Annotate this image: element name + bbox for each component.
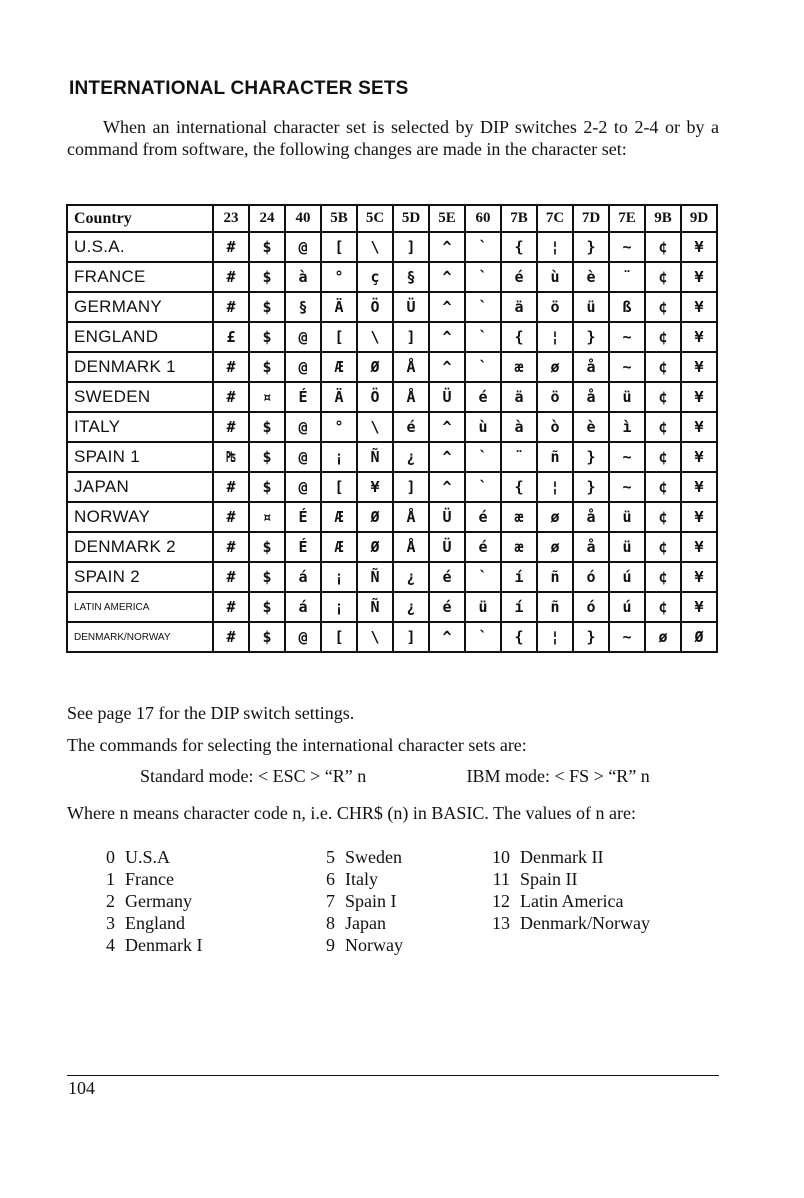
character-cell: Ü [429,382,465,412]
column-header-code: 7B [501,205,537,232]
value-code: 8 [326,913,335,933]
column-header-code: 5E [429,205,465,232]
value-code: 7 [326,891,335,911]
character-cell: ø [537,352,573,382]
character-cell: á [285,592,321,622]
character-cell: # [213,562,249,592]
character-cell: ] [393,322,429,352]
value-code: 3 [106,913,115,933]
value-code: 5 [326,847,335,867]
character-cell: ü [609,502,645,532]
character-cell: $ [249,472,285,502]
values-column-2 [319,846,403,956]
character-cell: ¥ [681,562,717,592]
character-cell: æ [501,352,537,382]
value-code: 4 [106,935,115,955]
character-cell: ¢ [645,412,681,442]
character-cell: ¢ [645,382,681,412]
character-cell: $ [249,322,285,352]
character-cell: { [501,622,537,652]
value-item [103,846,202,868]
character-cell: å [573,532,609,562]
character-cell: ^ [429,352,465,382]
value-country: Sweden [345,847,402,867]
character-cell: ¥ [357,472,393,502]
column-header-code: 5C [357,205,393,232]
values-column-1 [103,846,202,956]
character-cell: æ [501,532,537,562]
character-cell: ü [609,532,645,562]
value-item [319,912,403,934]
value-item [319,890,403,912]
character-cell: æ [501,502,537,532]
character-cell: # [213,502,249,532]
character-cell: é [429,592,465,622]
value-country: Norway [345,935,403,955]
country-name: DENMARK/NORWAY [67,622,213,652]
country-name: LATIN AMERICA [67,592,213,622]
character-cell: $ [249,562,285,592]
column-header-code: 23 [213,205,249,232]
character-cell: $ [249,622,285,652]
character-cell: ¥ [681,442,717,472]
value-code: 1 [106,869,115,889]
character-cell: ¥ [681,472,717,502]
character-cell: ¨ [609,262,645,292]
character-cell: ` [465,442,501,472]
character-cell: ú [609,562,645,592]
character-cell: ¦ [537,472,573,502]
character-cell: ù [465,412,501,442]
character-cell: \ [357,412,393,442]
character-cell: ¥ [681,232,717,262]
character-cell: ¡ [321,562,357,592]
character-cell: Ö [357,292,393,322]
character-cell: ¦ [537,622,573,652]
page-number: 104 [68,1078,95,1098]
character-cell: é [465,532,501,562]
character-cell: ¢ [645,592,681,622]
character-cell: ~ [609,322,645,352]
character-cell: § [393,262,429,292]
value-country: Denmark/Norway [520,913,650,933]
character-cell: ¢ [645,532,681,562]
character-cell: ü [609,382,645,412]
value-country: France [125,869,174,889]
value-code: 0 [106,847,115,867]
character-cell: ú [609,592,645,622]
character-cell: ¦ [537,232,573,262]
character-cell: Æ [321,502,357,532]
character-cell: Ñ [357,592,393,622]
character-cell: Ü [393,292,429,322]
character-cell: ^ [429,472,465,502]
character-cell: ¢ [645,322,681,352]
character-cell: ö [537,292,573,322]
character-cell: ò [537,412,573,442]
character-cell: é [465,502,501,532]
character-cell: å [573,352,609,382]
character-cell: { [501,232,537,262]
character-cell: å [573,502,609,532]
character-cell: $ [249,352,285,382]
character-cell: ñ [537,592,573,622]
character-cell: ø [645,622,681,652]
table-row [67,592,717,622]
character-cell: ó [573,562,609,592]
character-cell: é [429,562,465,592]
character-set-table [66,204,718,653]
character-cell: é [501,262,537,292]
character-cell: ¨ [501,442,537,472]
value-country: Italy [345,869,378,889]
value-item [319,846,403,868]
values-column-3 [486,846,650,934]
character-cell: [ [321,232,357,262]
character-cell: è [573,412,609,442]
command-modes [140,766,650,787]
character-cell: \ [357,232,393,262]
character-cell: ñ [537,442,573,472]
character-cell: Å [393,502,429,532]
character-cell: { [501,322,537,352]
character-cell: $ [249,292,285,322]
value-item [103,890,202,912]
character-cell: ü [465,592,501,622]
character-cell: ¢ [645,262,681,292]
character-cell: ¢ [645,562,681,592]
character-cell: Ø [681,622,717,652]
column-header-code: 40 [285,205,321,232]
character-cell: } [573,442,609,472]
character-cell: $ [249,262,285,292]
character-cell: \ [357,622,393,652]
character-cell: } [573,232,609,262]
character-cell: # [213,472,249,502]
character-cell: ä [501,382,537,412]
value-code: 9 [326,935,335,955]
country-name: GERMANY [67,292,213,322]
character-cell: ¥ [681,262,717,292]
character-cell: ` [465,292,501,322]
character-cell: ì [609,412,645,442]
character-cell: Ü [429,502,465,532]
character-cell: Ø [357,502,393,532]
character-cell: # [213,592,249,622]
table-row [67,442,717,472]
character-cell: ø [537,502,573,532]
character-cell: # [213,262,249,292]
character-cell: Ø [357,352,393,382]
value-code: 10 [492,847,510,867]
value-item [486,912,650,934]
character-cell: [ [321,472,357,502]
table-row [67,232,717,262]
table-row [67,562,717,592]
character-cell: ° [321,262,357,292]
country-name: SWEDEN [67,382,213,412]
ibm-mode-command: IBM mode: < FS > “R” n [466,766,650,786]
value-code: 2 [106,891,115,911]
country-name: U.S.A. [67,232,213,262]
character-cell: # [213,292,249,322]
character-cell: ¦ [537,322,573,352]
character-cell: § [285,292,321,322]
character-cell: # [213,532,249,562]
character-cell: ¿ [393,592,429,622]
table-row [67,352,717,382]
character-cell: # [213,382,249,412]
character-cell: ç [357,262,393,292]
character-cell: É [285,382,321,412]
character-cell: $ [249,442,285,472]
column-header-code: 5D [393,205,429,232]
character-cell: ` [465,322,501,352]
character-cell: ¥ [681,322,717,352]
character-cell: ~ [609,472,645,502]
value-item [103,912,202,934]
table-body [67,232,717,652]
character-cell: Ø [357,532,393,562]
country-name: ENGLAND [67,322,213,352]
value-country: Denmark II [520,847,604,867]
character-cell: Ñ [357,442,393,472]
column-header-code: 9B [645,205,681,232]
character-cell: ñ [537,562,573,592]
character-cell: } [573,472,609,502]
value-item [103,934,202,956]
character-cell: $ [249,232,285,262]
character-cell: ` [465,622,501,652]
value-code: 6 [326,869,335,889]
table-row [67,262,717,292]
column-header-code: 7D [573,205,609,232]
column-header-code: 24 [249,205,285,232]
intro-paragraph: When an international character set is selected by DIP switches 2-2 to 2-4 or by a command from software, the following changes are made in the character set: [67,117,719,159]
value-country: Germany [125,891,192,911]
character-cell: ¥ [681,292,717,322]
character-cell: ₧ [213,442,249,472]
character-cell: ¢ [645,502,681,532]
country-name: DENMARK 1 [67,352,213,382]
character-cell: ö [537,382,573,412]
value-country: England [125,913,185,933]
character-cell: @ [285,622,321,652]
character-cell: # [213,412,249,442]
country-name: SPAIN 1 [67,442,213,472]
standard-mode-command: Standard mode: < ESC > “R” n [140,766,367,786]
column-header-code: 9D [681,205,717,232]
character-cell: Ä [321,382,357,412]
character-cell: # [213,352,249,382]
character-cell: Ö [357,382,393,412]
value-country: Spain II [520,869,578,889]
character-cell: ¡ [321,442,357,472]
character-cell: Ä [321,292,357,322]
where-paragraph: Where n means character code n, i.e. CHR$ (n) in BASIC. The values of n are: [67,803,636,823]
character-cell: é [393,412,429,442]
table-row [67,292,717,322]
value-item [319,934,403,956]
character-cell: ¢ [645,232,681,262]
character-cell: à [285,262,321,292]
value-item [486,890,650,912]
character-cell: ^ [429,232,465,262]
table-row [67,412,717,442]
column-header-code: 60 [465,205,501,232]
character-cell: $ [249,592,285,622]
value-country: Latin America [520,891,624,911]
character-cell: ¥ [681,502,717,532]
character-cell: ` [465,472,501,502]
column-header-code: 5B [321,205,357,232]
table-row [67,532,717,562]
character-cell: [ [321,622,357,652]
character-cell: ` [465,562,501,592]
character-cell: { [501,472,537,502]
character-cell: ø [537,532,573,562]
character-cell: Ü [429,532,465,562]
value-item [486,846,650,868]
character-cell: ¿ [393,562,429,592]
character-cell: ¡ [321,592,357,622]
character-cell: ß [609,292,645,322]
character-cell: ^ [429,622,465,652]
value-country: Spain I [345,891,397,911]
character-cell: ¢ [645,292,681,322]
value-code: 11 [492,869,510,889]
character-cell: ~ [609,622,645,652]
character-cell: $ [249,532,285,562]
column-header-code: 7E [609,205,645,232]
table-header-row [67,205,717,232]
character-cell: é [465,382,501,412]
country-name: DENMARK 2 [67,532,213,562]
character-cell: ] [393,622,429,652]
character-cell: Æ [321,532,357,562]
value-item [103,868,202,890]
character-cell: $ [249,412,285,442]
character-cell: ¥ [681,352,717,382]
country-name: JAPAN [67,472,213,502]
character-cell: ~ [609,232,645,262]
character-cell: ~ [609,352,645,382]
value-country: U.S.A [125,847,171,867]
table-row [67,622,717,652]
character-cell: ] [393,232,429,262]
character-cell: } [573,322,609,352]
column-header-country: Country [67,205,213,232]
value-item [319,868,403,890]
footer-rule [67,1075,719,1076]
character-cell: [ [321,322,357,352]
character-cell: @ [285,232,321,262]
country-name: ITALY [67,412,213,442]
character-cell: ^ [429,442,465,472]
character-cell: ^ [429,262,465,292]
character-cell: É [285,502,321,532]
character-cell: ¤ [249,502,285,532]
table-row [67,472,717,502]
character-cell: ù [537,262,573,292]
character-cell: ~ [609,442,645,472]
character-cell: ^ [429,292,465,322]
character-cell: ¥ [681,382,717,412]
character-cell: ` [465,232,501,262]
character-cell: @ [285,412,321,442]
character-cell: Å [393,352,429,382]
value-code: 12 [492,891,510,911]
country-name: SPAIN 2 [67,562,213,592]
commands-intro: The commands for selecting the international character sets are: [67,735,527,755]
character-cell: Å [393,532,429,562]
value-country: Japan [345,913,386,933]
country-name: FRANCE [67,262,213,292]
table-row [67,502,717,532]
character-cell: ¢ [645,442,681,472]
character-cell: í [501,592,537,622]
character-cell: ¥ [681,592,717,622]
character-cell: ° [321,412,357,442]
character-cell: # [213,232,249,262]
character-cell: } [573,622,609,652]
character-cell: ¥ [681,412,717,442]
see-page-note: See page 17 for the DIP switch settings. [67,703,355,723]
character-cell: ¿ [393,442,429,472]
character-cell: ¤ [249,382,285,412]
character-cell: í [501,562,537,592]
character-cell: ` [465,352,501,382]
character-cell: Å [393,382,429,412]
character-cell: ` [465,262,501,292]
character-cell: Ñ [357,562,393,592]
column-header-code: 7C [537,205,573,232]
character-cell: ] [393,472,429,502]
character-cell: à [501,412,537,442]
table-row [67,322,717,352]
value-country: Denmark I [125,935,203,955]
character-cell: # [213,622,249,652]
value-code: 13 [492,913,510,933]
character-cell: ü [573,292,609,322]
value-item [486,868,650,890]
character-cell: á [285,562,321,592]
character-cell: è [573,262,609,292]
character-cell: É [285,532,321,562]
character-cell: ó [573,592,609,622]
character-cell: ¢ [645,352,681,382]
character-cell: @ [285,442,321,472]
character-cell: @ [285,352,321,382]
character-cell: \ [357,322,393,352]
character-cell: @ [285,472,321,502]
character-cell: @ [285,322,321,352]
character-cell: å [573,382,609,412]
character-cell: ^ [429,322,465,352]
character-cell: £ [213,322,249,352]
section-heading: INTERNATIONAL CHARACTER SETS [69,78,409,99]
character-cell: Æ [321,352,357,382]
character-cell: ¢ [645,472,681,502]
table-row [67,382,717,412]
country-name: NORWAY [67,502,213,532]
character-cell: ä [501,292,537,322]
character-cell: ^ [429,412,465,442]
character-cell: ¥ [681,532,717,562]
